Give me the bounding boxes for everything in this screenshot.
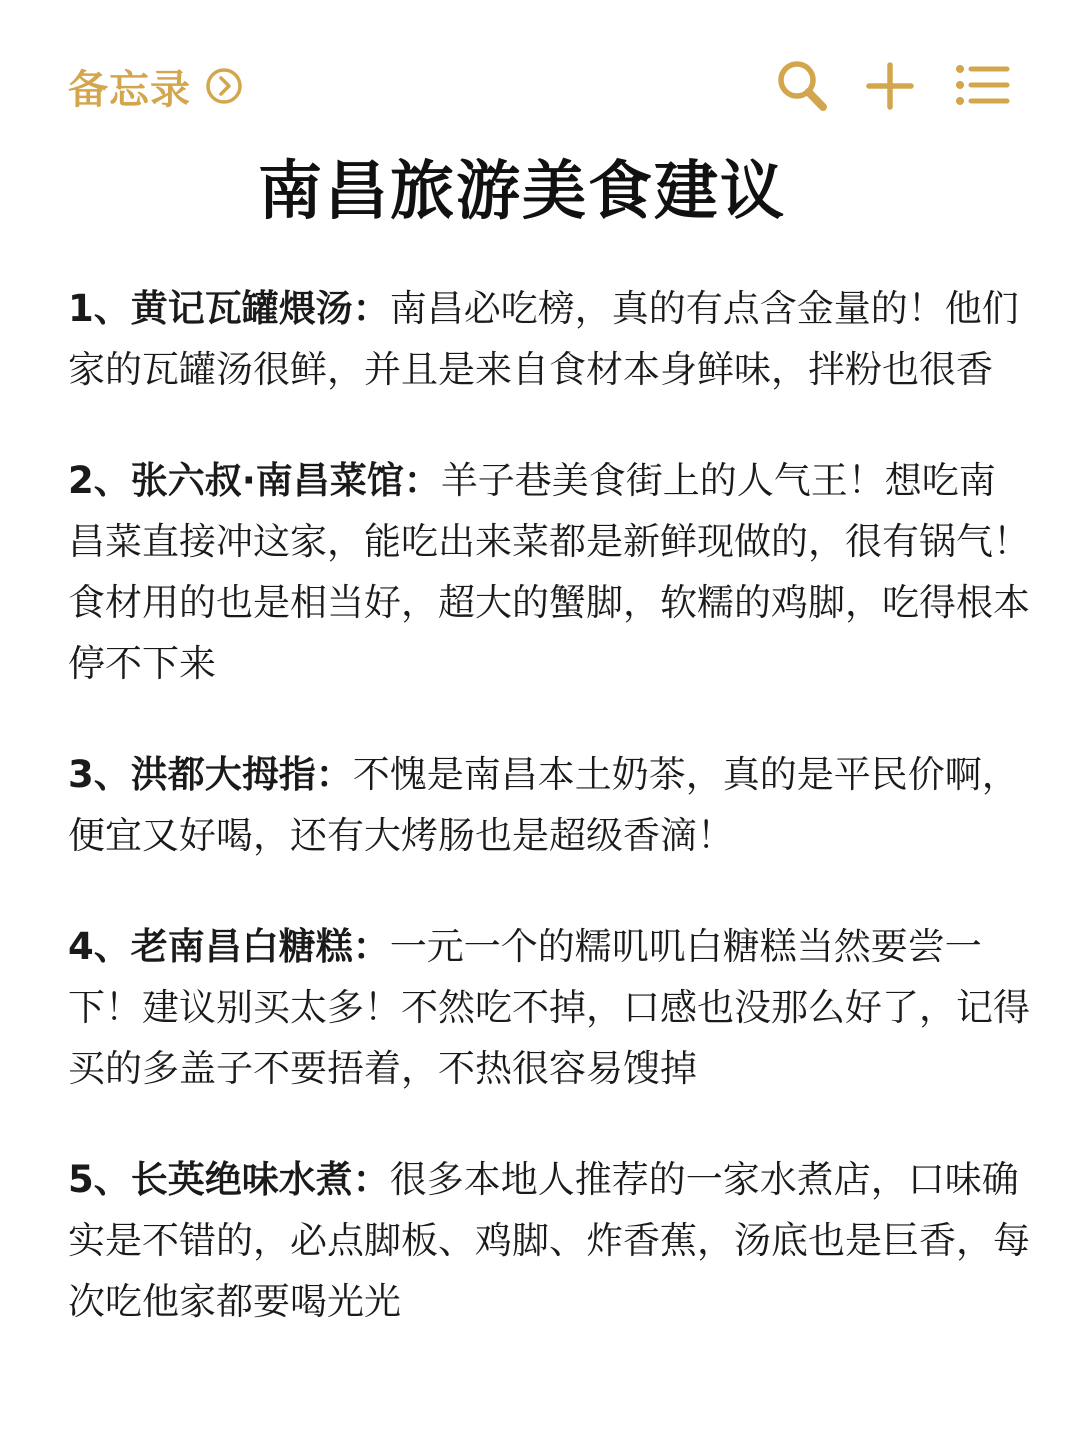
item-name: 黄记瓦罐煨汤： (130, 287, 390, 330)
plus-icon (860, 56, 920, 116)
item-body: 南昌必吃榜，真的有点含金量的！他们家的瓦罐汤很鲜，并且是来自食材本身鲜味，拌粉也很香 (68, 287, 1019, 391)
list-item (68, 278, 1030, 400)
note-title: 南昌旅游美食建议 (258, 155, 786, 229)
list-menu-button[interactable] (952, 56, 1012, 116)
item-name: 长英绝味水煮： (130, 1158, 390, 1201)
list-item (68, 1149, 1030, 1332)
item-number: 5、 (68, 1158, 131, 1201)
item-name: 张六叔·南昌菜馆： (130, 459, 441, 502)
list-item (68, 744, 1030, 866)
item-body: 羊子巷美食街上的人气王！想吃南昌菜直接冲这家，能吃出来菜都是新鲜现做的，很有锅气！食材用的也是相当好，超大的蟹脚，软糯的鸡脚，吃得根本停不下来 (68, 459, 1030, 685)
list-item (68, 450, 1030, 694)
item-name: 洪都大拇指： (130, 753, 353, 796)
item-body: 不愧是南昌本土奶茶，真的是平民价啊，便宜又好喝，还有大烤肠也是超级香滴！ (68, 753, 1019, 857)
item-name: 老南昌白糖糕： (130, 925, 390, 968)
item-body: 很多本地人推荐的一家水煮店，口味确实是不错的，必点脚板、鸡脚、炸香蕉，汤底也是巨香，每次吃他家都要喝光光 (68, 1158, 1030, 1323)
item-number: 3、 (68, 753, 131, 796)
search-icon (772, 56, 832, 116)
back-to-notes-button[interactable] (68, 56, 243, 116)
list-icon (952, 56, 1012, 116)
item-number: 1、 (68, 287, 131, 330)
chevron-right-circle-icon (205, 67, 243, 105)
add-note-button[interactable] (860, 56, 920, 116)
search-button[interactable] (772, 56, 832, 116)
item-number: 4、 (68, 925, 131, 968)
list-item (68, 916, 1030, 1099)
item-number: 2、 (68, 459, 131, 502)
item-body: 一元一个的糯叽叽白糖糕当然要尝一下！建议别买太多！不然吃不掉，口感也没那么好了，记得买的多盖子不要捂着，不热很容易馊掉 (68, 925, 1030, 1090)
back-label: 备忘录 (68, 66, 191, 113)
note-body[interactable] (68, 278, 1030, 1382)
